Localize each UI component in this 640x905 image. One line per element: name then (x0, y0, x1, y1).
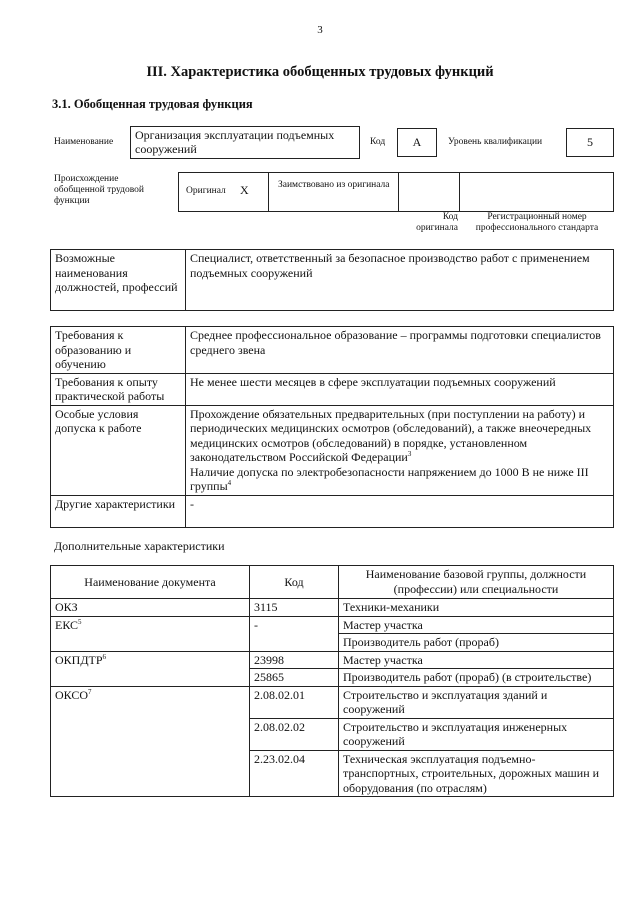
section-title: III. Характеристика обобщенных трудовых функций (146, 64, 494, 80)
eks-doc (51, 616, 250, 651)
code-label: Код (370, 137, 386, 147)
okz-name: Техники-механики (339, 599, 614, 617)
conditions-text-2: Наличие допуска по электробезопасности напряжением до 1000 В не ниже III группы (190, 464, 589, 493)
footnote-6: 6 (102, 652, 107, 661)
col-name-header: Наименование базовой группы, должности (профессии) или специальности (339, 566, 614, 599)
okso-label: ОКСО (55, 687, 89, 702)
other-label: Другие характеристики (51, 495, 186, 527)
subsection-title: 3.1. Обобщенная трудовая функция (52, 97, 253, 111)
footnote-3: 3 (407, 450, 412, 458)
okpdtr-name: Мастер участка (339, 651, 614, 669)
okpdtr-name: Производитель работ (прораб) (в строительстве) (339, 669, 614, 687)
okpdtr-code: 23998 (250, 651, 339, 669)
requirements-table (50, 326, 614, 528)
okso-doc (51, 686, 250, 797)
divider (398, 172, 399, 212)
experience-value: Не менее шести месяцев в сфере эксплуатации подъемных сооружений (186, 373, 614, 405)
okpdtr-code: 25865 (250, 669, 339, 687)
okz-doc: ОКЗ (51, 599, 250, 617)
eks-name: Мастер участка (339, 616, 614, 634)
okpdtr-label: ОКПДТР (55, 652, 103, 667)
name-label: Наименование (54, 137, 114, 147)
experience-label: Требования к опыту практической работы (51, 373, 186, 405)
name-value: Организация эксплуатации подъемных сооружений (130, 126, 360, 159)
conditions-text-1: Прохождение обязательных предварительных (при поступлении на работу) и периодических медицинских осмотров (обследований), а также внеочередных медицинских осмотров (обследований) в порядке, установленном законодательством Российской Федерации (190, 406, 592, 464)
code-value: А (397, 128, 437, 157)
positions-table (50, 249, 614, 311)
page-number: 3 (317, 24, 323, 36)
education-value: Среднее профессиональное образование – программы подготовки специалистов среднего звена (186, 327, 614, 374)
col-code-header: Код (250, 566, 339, 599)
footnote-4: 4 (227, 479, 232, 487)
origin-label: Происхождение обобщенной трудовой функции (54, 174, 144, 206)
level-label: Уровень квалификации (448, 137, 543, 147)
conditions-label: Особые условия допуска к работе (51, 405, 186, 495)
education-label: Требования к образованию и обучению (51, 327, 186, 374)
eks-code: - (250, 616, 339, 651)
divider (268, 172, 269, 212)
col-doc-header: Наименование документа (51, 566, 250, 599)
okz-code: 3115 (250, 599, 339, 617)
other-value: - (186, 495, 614, 527)
original-mark: Х (240, 183, 249, 197)
conditions-value (186, 405, 614, 495)
additional-title: Дополнительные характеристики (54, 539, 225, 553)
footnote-7: 7 (88, 687, 92, 696)
okso-code: 2.23.02.04 (250, 750, 339, 797)
positions-label: Возможные наименования должностей, профессий (51, 250, 186, 311)
original-label: Оригинал (186, 186, 226, 196)
okso-name: Строительство и эксплуатация инженерных сооружений (339, 718, 614, 750)
positions-value: Специалист, ответственный за безопасное производство работ с применением подъемных сооружений (186, 250, 614, 311)
borrowed-label: Заимствовано из оригинала (278, 180, 390, 190)
okso-code: 2.08.02.01 (250, 686, 339, 718)
reg-number-caption: Регистрационный номер профессионального стандарта (475, 212, 599, 233)
code-original-caption: Код оригинала (416, 212, 458, 233)
additional-table (50, 565, 614, 797)
divider (459, 172, 460, 212)
level-value: 5 (566, 128, 614, 157)
footnote-5: 5 (78, 617, 82, 626)
okso-code: 2.08.02.02 (250, 718, 339, 750)
eks-label: ЕКС (55, 617, 79, 632)
okpdtr-doc (51, 651, 250, 686)
okso-name: Строительство и эксплуатация зданий и сооружений (339, 686, 614, 718)
okso-name: Техническая эксплуатация подъемно-транспортных, строительных, дорожных машин и оборудования (по отраслям) (339, 750, 614, 797)
eks-name: Производитель работ (прораб) (339, 634, 614, 652)
